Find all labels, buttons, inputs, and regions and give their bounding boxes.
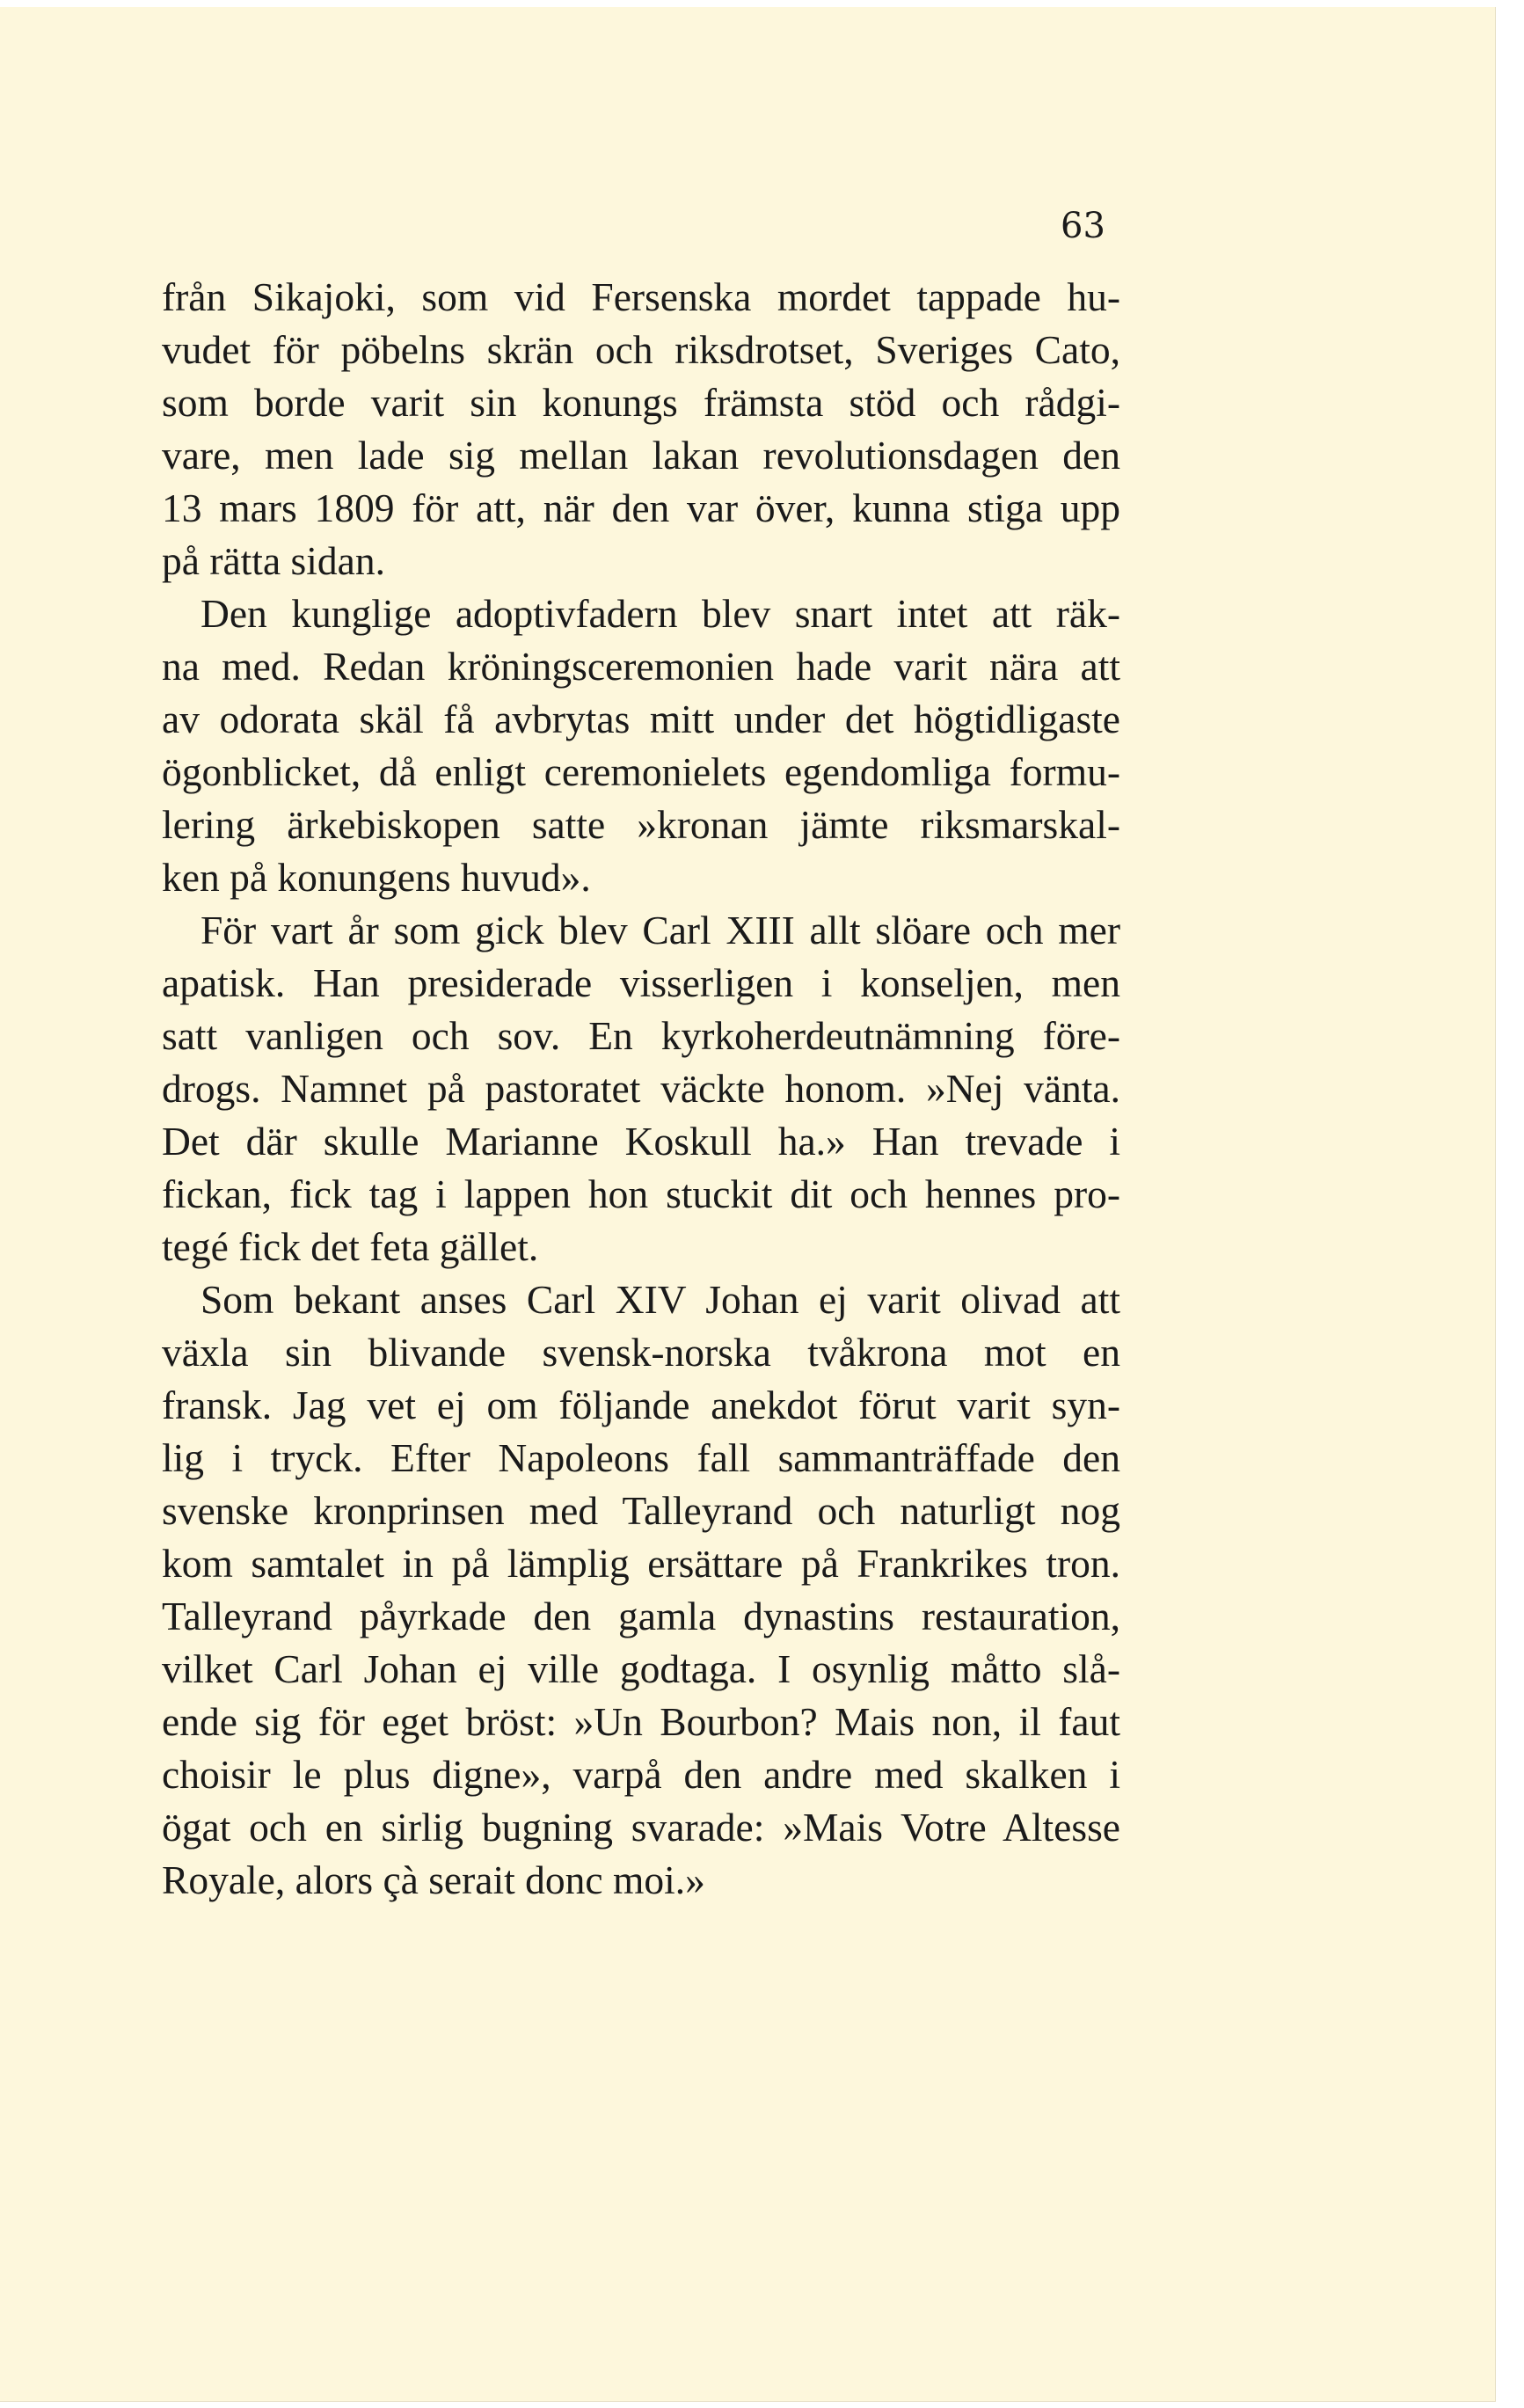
text-line: na med. Redan kröningsceremonien hade varit nära att [162,644,1120,689]
text-line: lering ärkebiskopen satte »kronan jämte riksmarskal- [162,802,1120,847]
text-line: svenske kronprinsen med Talleyrand och naturligt nog [162,1488,1120,1533]
text-line: från Sikajoki, som vid Fersenska mordet tappade hu- [162,274,1120,319]
text-line: Royale, alors çà serait donc moi.» [162,1857,705,1902]
text-line: choisir le plus digne», varpå den andre med skalken i [162,1752,1120,1797]
text-line: fickan, fick tag i lappen hon stuckit dit och hennes pro- [162,1171,1120,1216]
text-line: drogs. Namnet på pastoratet väckte honom. »Nej vänta. [162,1066,1120,1111]
text-line: vare, men lade sig mellan lakan revolutionsdagen den [162,433,1120,478]
paragraph [162,271,1120,587]
text-line: ken på konungens huvud». [162,855,591,900]
body-text [162,271,1120,1907]
text-line: som borde varit sin konungs främsta stöd och rådgi- [162,380,1120,425]
text-line: satt vanligen och sov. En kyrkoherdeutnämning före- [162,1013,1120,1058]
text-line: Talleyrand påyrkade den gamla dynastins restauration, [162,1594,1120,1638]
text-line: apatisk. Han presiderade visserligen i konseljen, men [162,960,1120,1005]
text-line: av odorata skäl få avbrytas mitt under det högtidligaste [162,697,1120,741]
book-page [0,7,1496,2402]
paragraph [162,587,1120,904]
page-number: 63 [1061,206,1105,246]
text-line: tegé fick det feta gället. [162,1224,539,1269]
text-line: vilket Carl Johan ej ville godtaga. I osynlig måtto slå- [162,1646,1120,1691]
text-line: ende sig för eget bröst: »Un Bourbon? Mais non, il faut [162,1699,1120,1744]
text-line: kom samtalet in på lämplig ersättare på Frankrikes tron. [162,1541,1120,1586]
text-line: på rätta sidan. [162,538,385,583]
text-line: ögonblicket, då enligt ceremonielets egendomliga formu- [162,749,1120,794]
paragraph [162,1273,1120,1907]
text-line: lig i tryck. Efter Napoleons fall sammanträffade den [162,1435,1120,1480]
text-line: ögat och en sirlig bugning svarade: »Mais Votre Altesse [162,1805,1120,1850]
text-line: vudet för pöbelns skrän och riksdrotset, Sveriges Cato, [162,327,1120,372]
text-line: Det där skulle Marianne Koskull ha.» Han trevade i [162,1119,1120,1164]
text-line: växla sin blivande svensk-norska tvåkrona mot en [162,1330,1120,1375]
text-line: Som bekant anses Carl XIV Johan ej varit olivad att [201,1277,1120,1322]
text-line: För vart år som gick blev Carl XIII allt slöare och mer [201,908,1120,952]
paragraph [162,904,1120,1273]
text-line: fransk. Jag vet ej om följande anekdot förut varit syn- [162,1383,1120,1427]
text-line: Den kunglige adoptivfadern blev snart intet att räk- [201,591,1120,636]
text-line: 13 mars 1809 för att, när den var över, kunna stiga upp [162,485,1120,530]
